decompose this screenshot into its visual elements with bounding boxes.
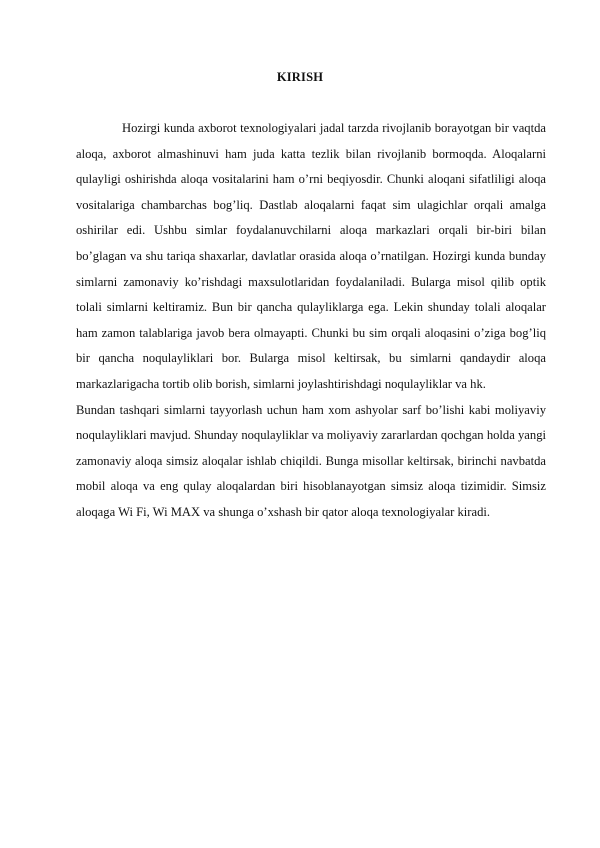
page-title: KIRISH	[276, 70, 324, 84]
paragraph-1: Hozirgi kunda axborot texnologiyalari jadal tarzda rivojlanib borayotgan bir vaqtda aloqa, axborot almashinuvi ham juda katta tezlik bilan rivojlanib bormoqda. Aloqalarni qulayligi oshirishda aloqa vositalarini ham o’rni beqiyosdir. Chunki aloqani sifatliligi aloqa vositalariga chambarchas bog’liq. Dastlab aloqalarni faqat sim ulagichlar orqali amalga oshirilar edi. Ushbu simlar foydalanuvchilarni aloqa markazlari orqali bir-biri bilan bo’glagan va shu tariqa shaxarlar, davlatlar orasida aloqa o’rnatilgan. Hozirgi kunda bunday simlarni zamonaviy ko’rishdagi maxsulotlaridan foydalaniladi. Bularga misol qilib optik tolali simlarni keltiramiz. Bun bir qancha qulayliklarga ega. Lekin shunday tolali aloqalar ham zamon talablariga javob bera olmayapti. Chunki bu sim orqali aloqasini o’ziga bog’liq bir qancha noqulayliklari bor. Bularga misol keltirsak, bu simlarni qandaydir aloqa markazlarigacha tortib olib borish, simlarni joylashtirishdagi noqulayliklar va hk.	[76, 121, 546, 391]
paragraph-2: Bundan tashqari simlarni tayyorlash uchun ham xom ashyolar sarf bo’lishi kabi moliyaviy noqulayliklari mavjud. Shunday noqulayliklar va moliyaviy zararlardan qochgan holda yangi zamonaviy aloqa simsiz aloqalar ishlab chiqildi. Bunga misollar keltirsak, birinchi navbatda mobil aloqa va eng qulay aloqalardan biri hisoblanayotgan simsiz aloqa tizimidir. Simsiz aloqaga Wi Fi, Wi MAX va shunga o’xshash bir qator aloqa texnologiyalar kiradi.	[76, 402, 546, 519]
body-text	[76, 116, 546, 526]
